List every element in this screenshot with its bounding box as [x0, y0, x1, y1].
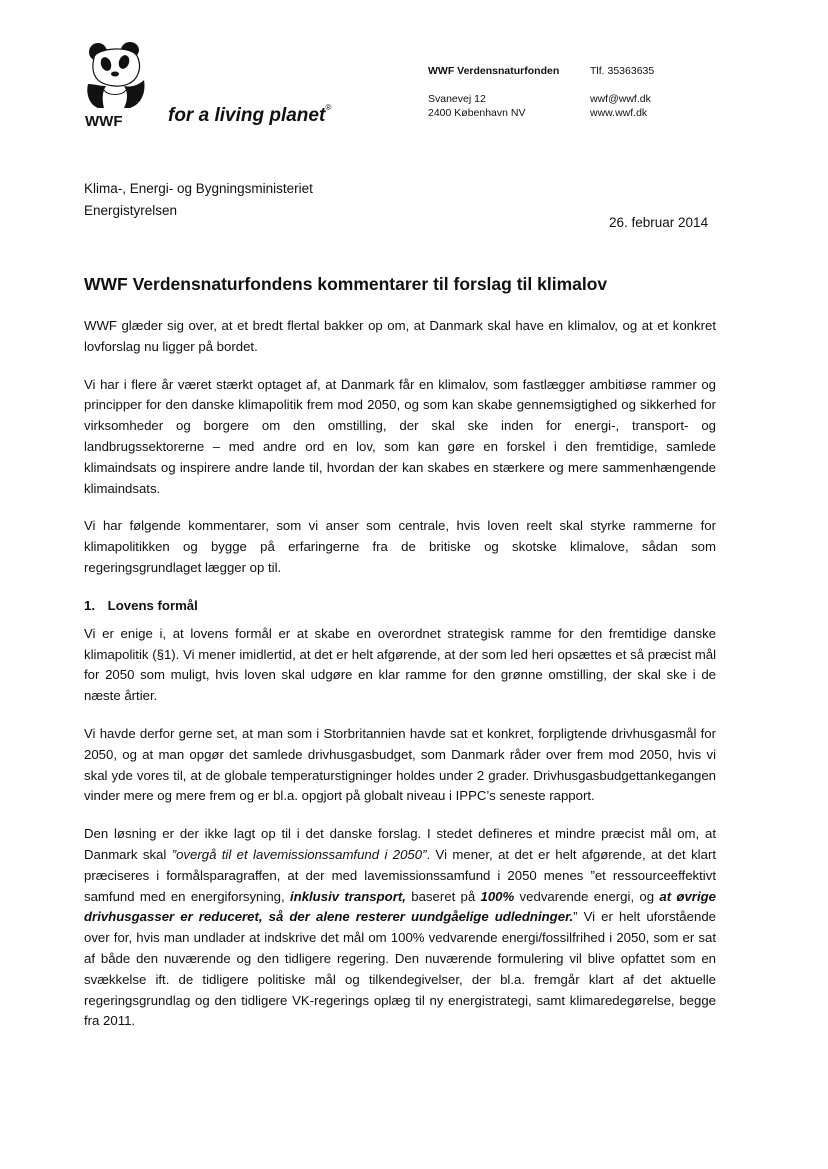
paragraph-comments-intro: Vi har følgende kommentarer, som vi anser som centrale, hvis loven reelt skal styrke rammerne for klimapolitikken og bygge på erfaringerne fra de britiske og skotske klimalove, sådan som regeringsgrundlaget lægger op til.: [84, 518, 716, 575]
recipient-agency: Energistyrelsen: [84, 203, 178, 218]
paragraph-uk-comparison: Vi havde derfor gerne set, at man som i Storbritannien havde sat et konkret, forpligtende drivhusgasmål for 2050, og at man opgør det samlede drivhusgasbudget, som Danmark råder over frem mod 2050, hvis vi skal yde vores til, at de globale temperaturstigninger holdes under 2 grader. Drivhusgasbudgettankegangen vinder mere og mere frem og er bl.a. opgjort på globalt niveau i IPPC’s seneste rapport.: [84, 725, 716, 804]
quoted-goal: ”overgå til et lavemissionssamfund i 2050”: [171, 846, 427, 862]
address-city: 2400 København NV: [428, 107, 526, 119]
paragraph-danish-proposal: Den løsning er der ikke lagt op til i det danske forslag. I stedet defineres et mindre præcist mål om, at Danmark skal ”overgå til et lavemissionssamfund i 2050”. Vi mener, at det er helt afgørende, at det klart præciseres i formålsparagraffen, at der med lavemissionssamfund i 2050 menes ”et ressourceeffektivt samfund med en energiforsyning, inklusiv transport, baseret på 100% vedvarende energi, og at øvrige drivhusgasser er reduceret, så der alene resterer uundgåelige udledninger.” Vi er helt uforstående over for, hvis man undlader at indskrive det mål om 100% vedvarende energi/fossilfrihed i 2050, som er sat af både den nuværende og den tidligere regering. Den nuværende formulering vil blive opfattet som en svækkelse ift. de tidligere politiske mål og tilkendegivelser, der bl.a. fremgår klart af det aktuelle regeringsgrundlag og den tidligere VK-regerings oplæg til ny energistrategi, samt klimaredegørelse, begge fra 2011.: [84, 826, 716, 1029]
org-contact: [590, 92, 651, 120]
paragraph-background: Vi har i flere år været stærkt optaget af, at Danmark får en klimalov, som fastlægger ambitiøse rammer og principper for den danske klimapolitik frem mod 2050, og som kan skabe gennemsigtighed og sikkerhed for virksomheder og borgere om den omstilling, der skal ske inden for energi-, transport- og landbrugssektorerne – med andre ord en lov, som kan gøre en forskel i den fremtidige, samlede klimaindsats og inspirere andre lande til, hvordan der kan skabes en stærkere og mere sammenhængende klimaindsats.: [84, 376, 716, 496]
org-website: www.wwf.dk: [590, 107, 648, 119]
section-heading-purpose: [84, 596, 716, 616]
recipient-block: [84, 178, 313, 222]
org-name: WWF Verdensnaturfonden: [428, 65, 560, 77]
org-phone: Tlf. 35363635: [590, 65, 655, 77]
tagline: for a living planet®: [168, 103, 332, 126]
org-email: wwf@wwf.dk: [590, 93, 651, 105]
letter-date: 26. februar 2014: [609, 215, 709, 230]
org-address: [428, 92, 525, 120]
letter-title: WWF Verdensnaturfondens kommentarer til forslag til klimalov: [84, 274, 608, 294]
recipient-ministry: Klima-, Energi- og Bygningsministeriet: [84, 181, 313, 196]
letter-body: [84, 316, 716, 1049]
emphasis-emissions: at øvrige drivhusgasser er reduceret, så der alene resterer uundgåelige udledninger.: [84, 888, 716, 925]
registered-mark: ®: [325, 103, 332, 112]
paragraph-purpose: Vi er enige i, at lovens formål er at skabe en overordnet strategisk ramme for den fremtidige danske klimapolitik (§1). Vi mener imidlertid, at det er helt afgørende, at der som led heri opsættes et så præcist mål for 2050 som muligt, hvis loven skal udgøre en klar ramme for den grønne omstilling, der skal ske i de næste årtier.: [84, 625, 716, 704]
address-street: Svanevej 12: [428, 93, 486, 105]
wwf-panda-logo: [84, 40, 148, 130]
emphasis-transport: inklusiv transport,: [289, 888, 406, 904]
paragraph-intro: WWF glæder sig over, at et bredt flertal bakker op om, at Danmark skal have en klimalov, og at et konkret lovforslag nu ligger på bordet.: [84, 318, 716, 354]
section-title: Lovens formål: [107, 597, 198, 613]
emphasis-100-percent: 100%: [480, 888, 515, 904]
logo-text: WWF: [85, 113, 123, 130]
section-number: 1.: [84, 597, 95, 613]
